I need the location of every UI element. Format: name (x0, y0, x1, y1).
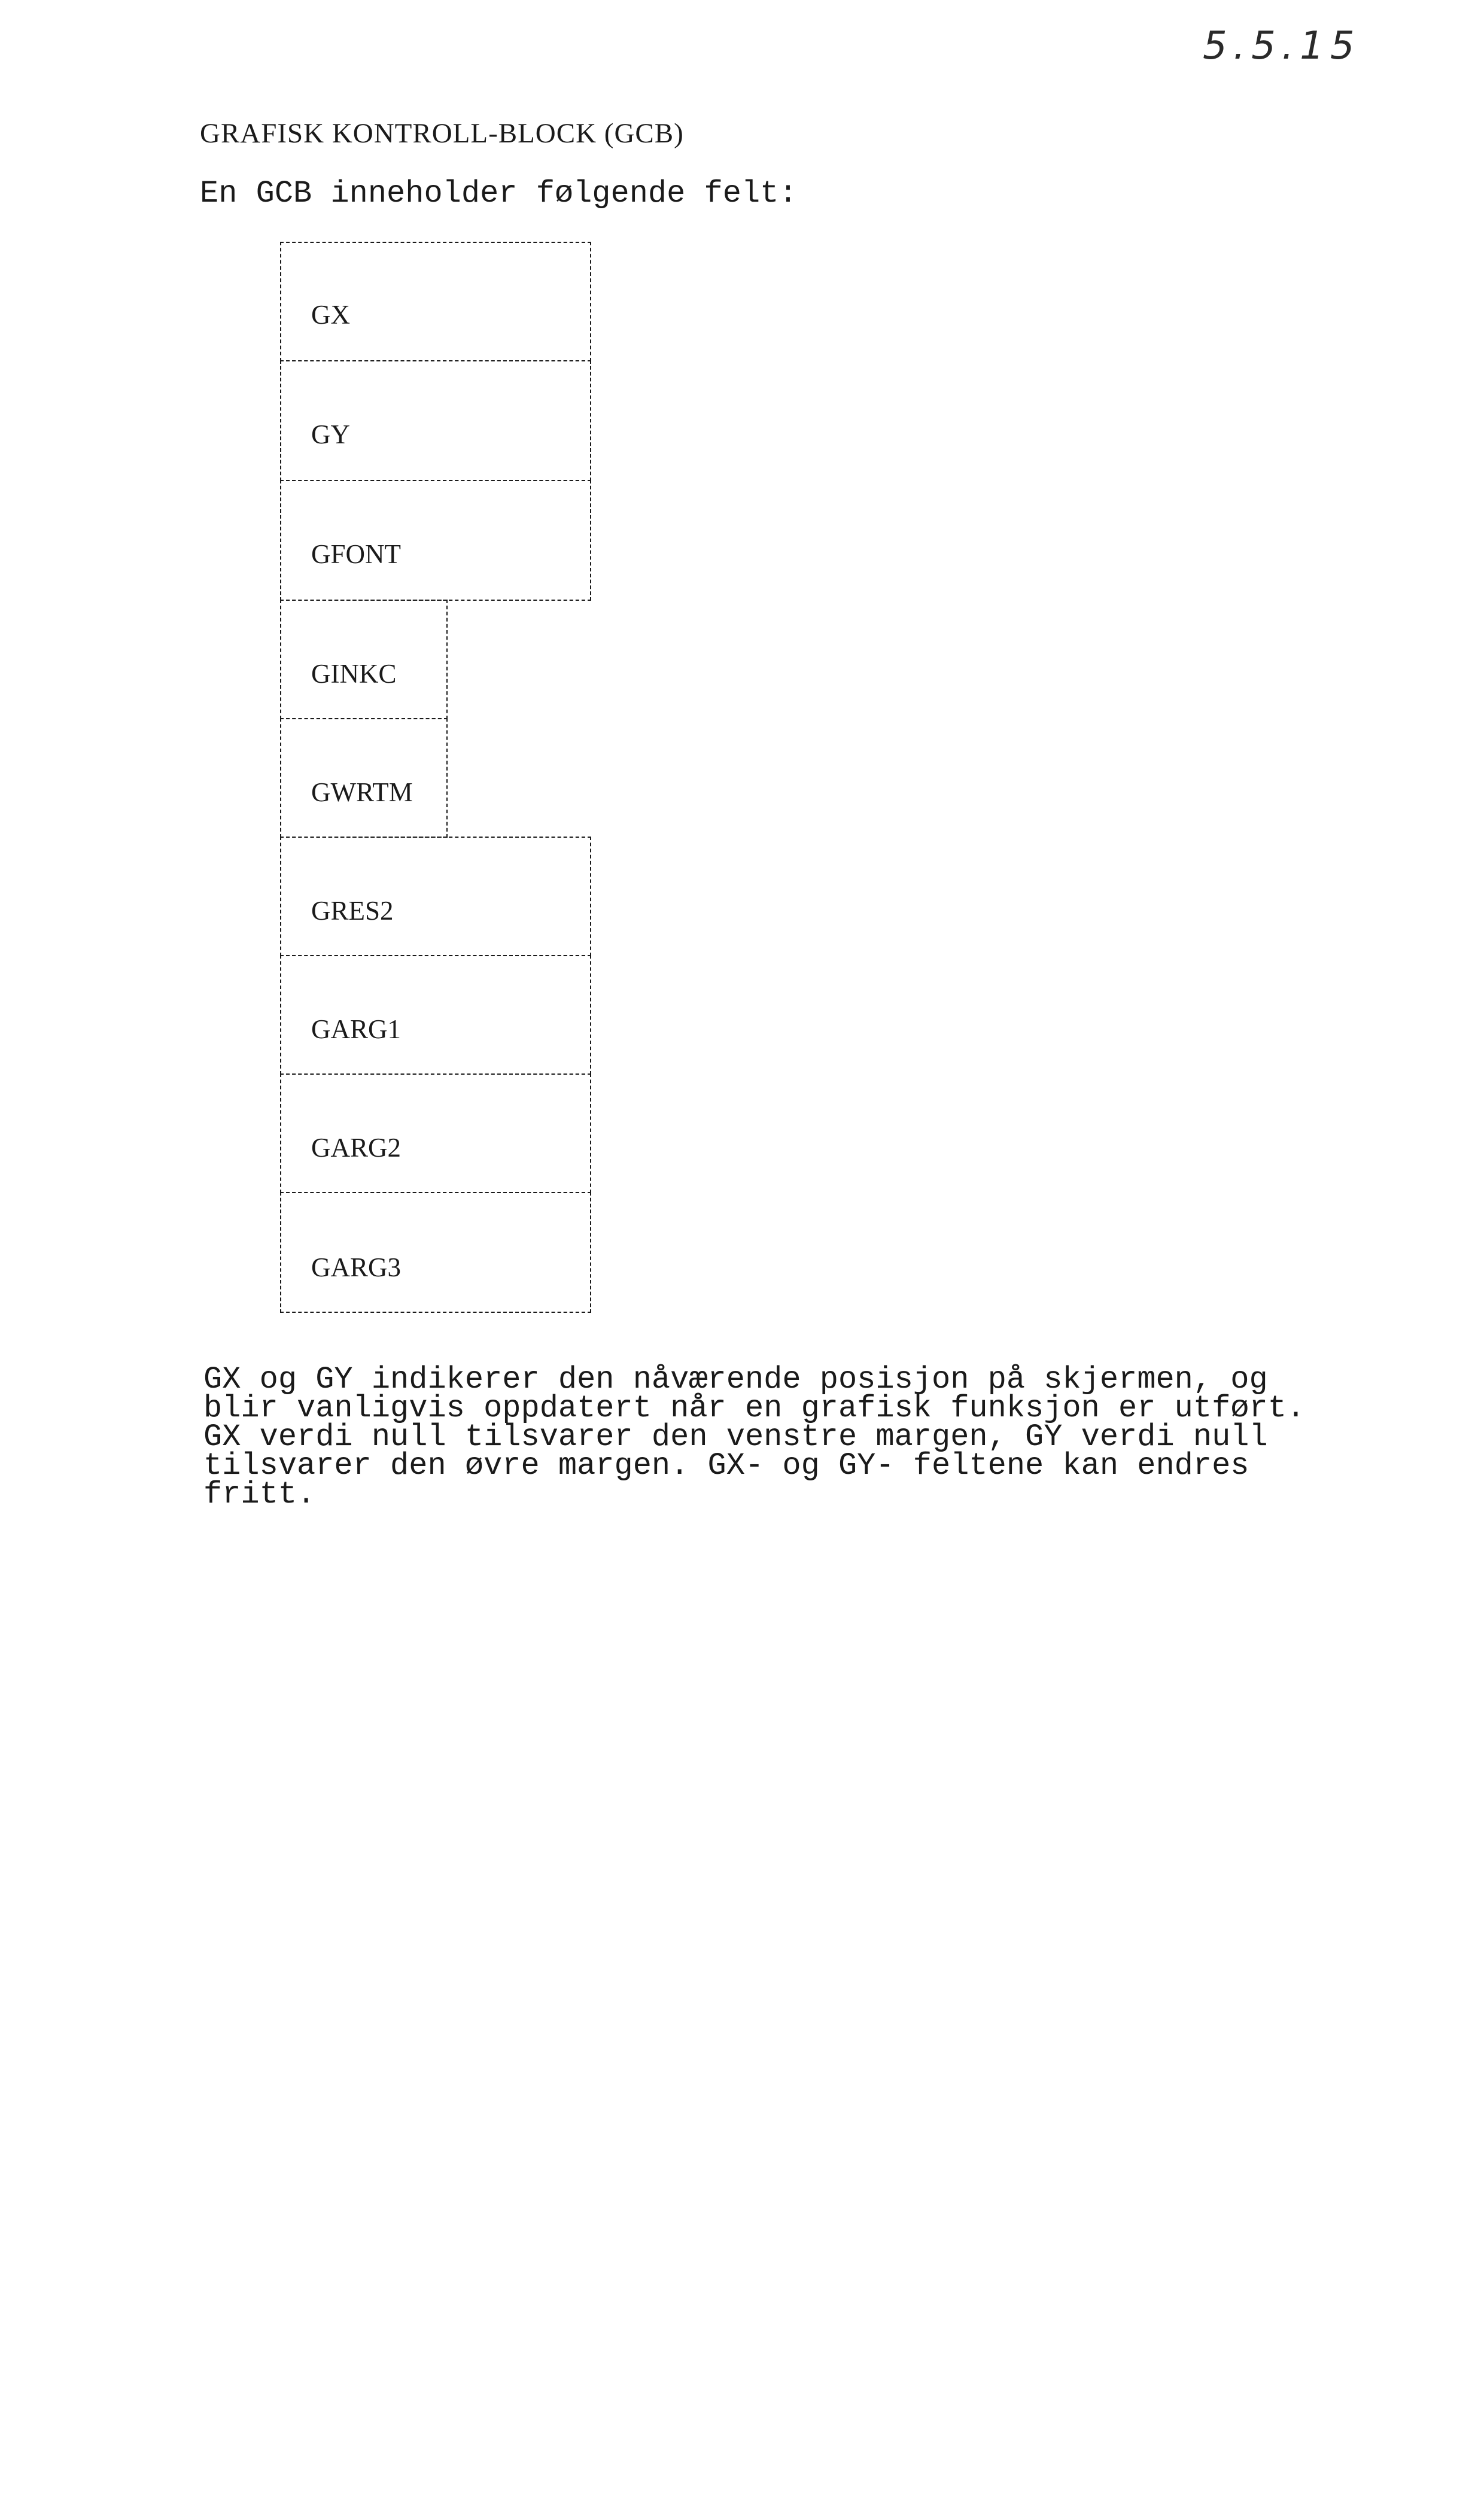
section-heading: GRAFISK KONTROLL-BLOCK (GCB) (200, 118, 684, 149)
field-box-ginkc (280, 600, 448, 719)
field-box-gres2 (280, 837, 591, 956)
description-line: blir vanligvis oppdatert når en grafisk funksjon er utført. (203, 1391, 1306, 1426)
intro-text: En GCB inneholder følgende felt: (200, 176, 798, 211)
field-box-gfont (280, 480, 591, 601)
description-line: fritt. (203, 1477, 316, 1512)
field-label-garg3: GARG3 (311, 1252, 402, 1282)
field-label-gy: GY (311, 419, 350, 449)
gcb-field-diagram (274, 242, 597, 1337)
field-label-garg2: GARG2 (311, 1133, 402, 1163)
description-paragraph (203, 1362, 1460, 1512)
description-line: tilsvarer den øvre margen. GX- og GY- feltene kan endres (203, 1448, 1249, 1483)
description-line: GX og GY indikerer den nåværende posisjon på skjermen, og (203, 1362, 1268, 1397)
field-box-garg2 (280, 1073, 591, 1193)
field-box-garg1 (280, 955, 591, 1075)
field-label-ginkc: GINKC (311, 659, 397, 689)
field-label-gx: GX (311, 300, 350, 330)
field-box-garg3 (280, 1192, 591, 1313)
description-line: GX verdi null tilsvarer den venstre margen, GY verdi null (203, 1419, 1268, 1455)
field-label-garg1: GARG1 (311, 1014, 402, 1044)
field-label-gres2: GRES2 (311, 896, 394, 926)
field-box-gy (280, 360, 591, 481)
field-box-gx (280, 242, 591, 361)
field-label-gfont: GFONT (311, 539, 402, 569)
page-number: 5.5.15 (1203, 24, 1361, 68)
field-box-gwrtm (280, 718, 448, 838)
field-label-gwrtm: GWRTM (311, 777, 413, 807)
